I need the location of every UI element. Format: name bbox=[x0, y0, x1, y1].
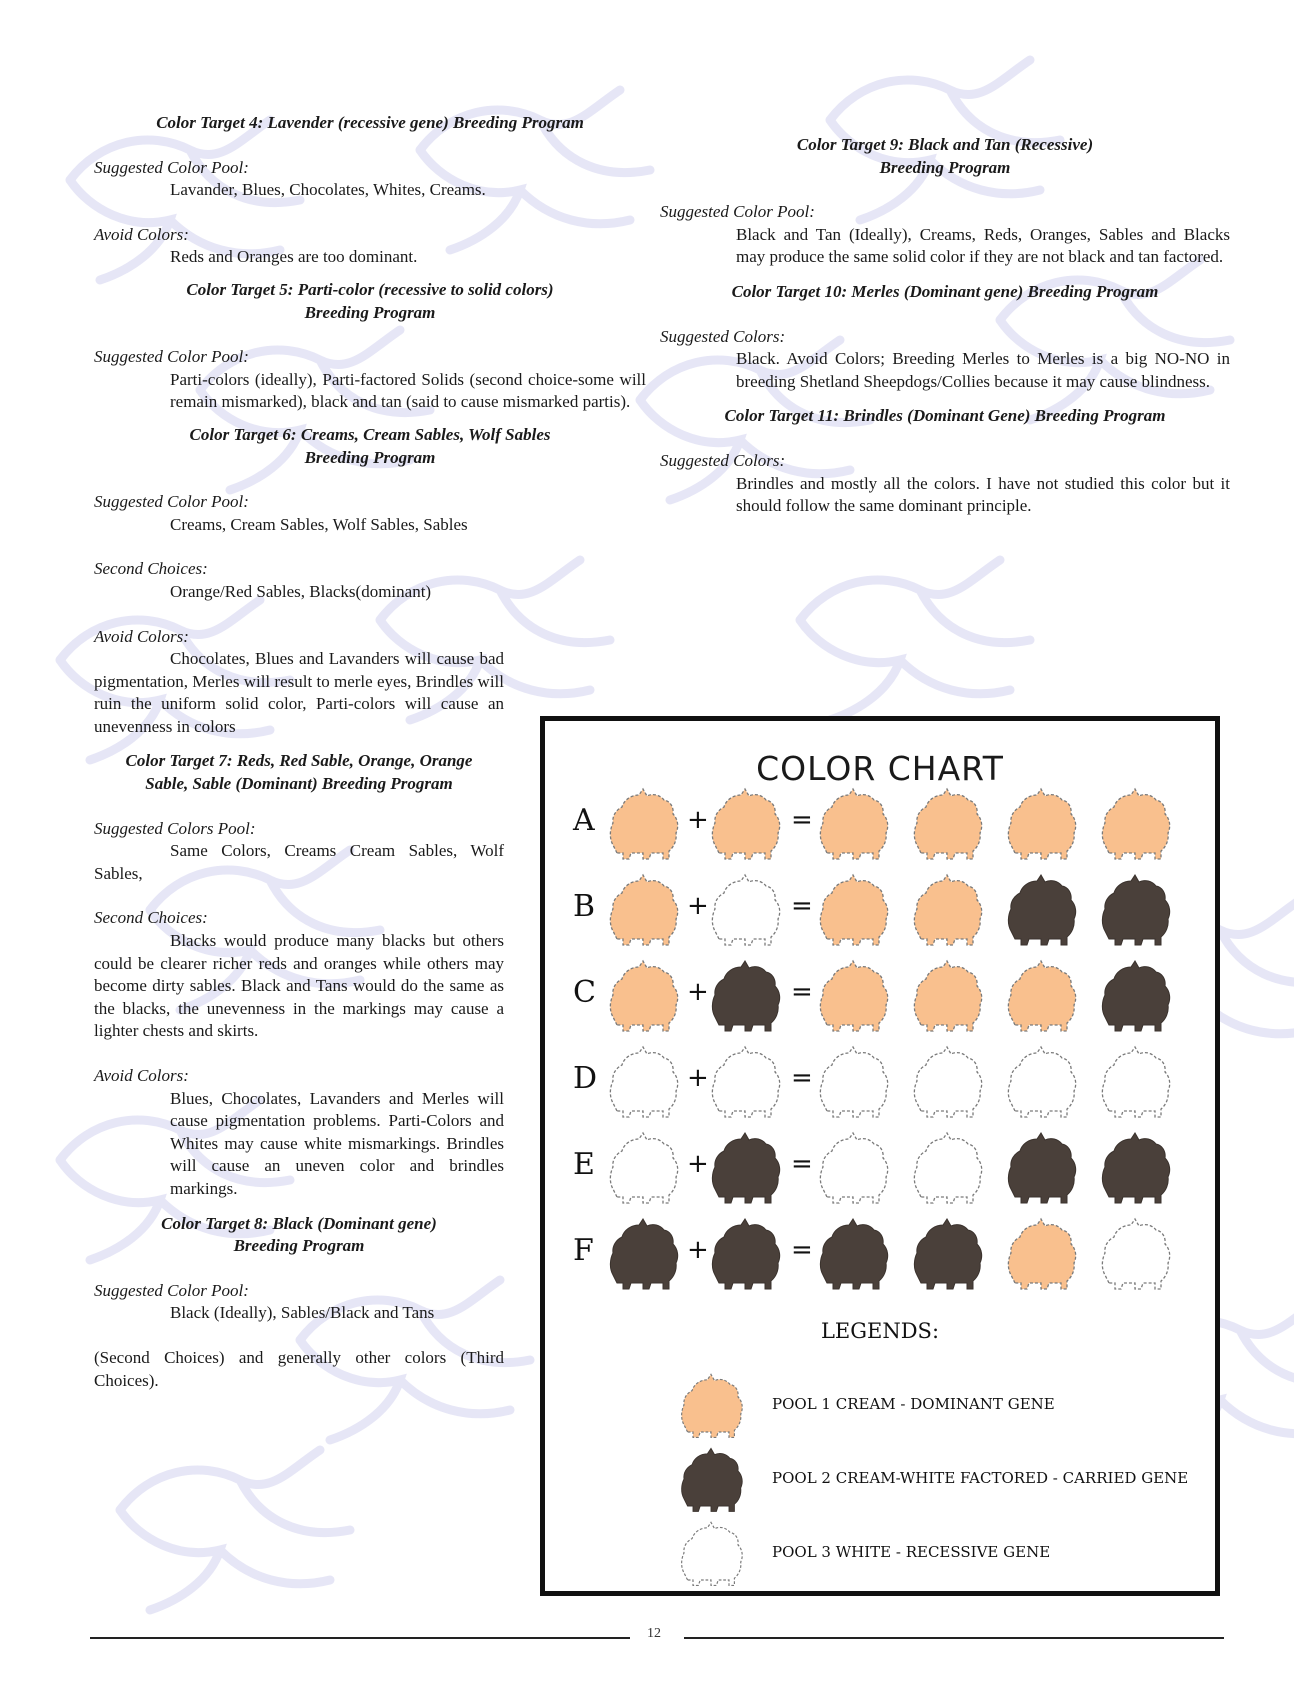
pomeranian-dark-icon bbox=[705, 1127, 785, 1207]
plus-sign: + bbox=[687, 1063, 709, 1093]
target4-avoid-label: Avoid Colors: bbox=[94, 224, 189, 244]
target5-title-line1: Color Target 5: Parti-color (recessive to solid colors) bbox=[186, 279, 554, 299]
pomeranian-cream-icon bbox=[813, 869, 893, 949]
target10-title: Color Target 10: Merles (Dominant gene) Breeding Program bbox=[731, 281, 1159, 301]
pomeranian-white-icon bbox=[1001, 1041, 1081, 1121]
left-column-top bbox=[94, 112, 646, 604]
target6-second: Orange/Red Sables, Blacks(dominant) bbox=[170, 581, 432, 601]
row-letter-a: A bbox=[573, 803, 595, 838]
target5-pool: Parti-colors (ideally), Parti-factored Solids (second choice-some will remain mismarked), black and tan (said to cause mismarked partis). bbox=[170, 369, 646, 412]
target6-second-label: Second Choices: bbox=[94, 559, 208, 579]
pomeranian-white-icon bbox=[813, 1127, 893, 1207]
pomeranian-white-icon bbox=[603, 1127, 683, 1207]
pomeranian-dark-icon bbox=[907, 1213, 987, 1293]
pomeranian-cream-icon bbox=[813, 783, 893, 863]
pomeranian-cream-icon bbox=[813, 955, 893, 1035]
pomeranian-cream-icon bbox=[705, 783, 785, 863]
pomeranian-cream-icon bbox=[603, 869, 683, 949]
pomeranian-white-icon bbox=[675, 1517, 747, 1589]
row-letter-d: D bbox=[573, 1061, 598, 1096]
pomeranian-cream-icon bbox=[675, 1369, 747, 1441]
pomeranian-dark-icon bbox=[1095, 955, 1175, 1035]
pomeranian-cream-icon bbox=[907, 955, 987, 1035]
target7-title-line2: Sable, Sable (Dominant) Breeding Program bbox=[145, 774, 453, 794]
legend-text-1: POOL 1 CREAM - DOMINANT GENE bbox=[772, 1395, 1055, 1413]
row-letter-e: E bbox=[573, 1147, 595, 1182]
target7-title-line1: Color Target 7: Reds, Red Sable, Orange, Orange bbox=[125, 751, 473, 771]
pomeranian-dark-icon bbox=[1001, 1127, 1081, 1207]
pomeranian-cream-icon bbox=[1001, 1213, 1081, 1293]
target6-title-line2: Breeding Program bbox=[304, 447, 436, 467]
pomeranian-dark-icon bbox=[813, 1213, 893, 1293]
equals-sign: = bbox=[791, 1149, 813, 1179]
legends-title: LEGENDS: bbox=[820, 1319, 940, 1343]
pomeranian-cream-icon bbox=[907, 869, 987, 949]
target7-avoid-label: Avoid Colors: bbox=[94, 1066, 189, 1085]
footer-rule-left bbox=[90, 1637, 630, 1639]
target5-title-line2: Breeding Program bbox=[304, 302, 436, 322]
target7-avoid: Blues, Chocolates, Lavanders and Merles will cause pigmentation problems. Parti-Colors and Whites may cause white mismarkings. Brindles will cause an uneven color and brindles markings. bbox=[170, 1088, 504, 1198]
target8-title-line2: Breeding Program bbox=[233, 1236, 365, 1256]
target6-pool: Creams, Cream Sables, Wolf Sables, Sables bbox=[170, 514, 468, 534]
plus-sign: + bbox=[687, 1235, 709, 1265]
pomeranian-dark-icon bbox=[1001, 869, 1081, 949]
pomeranian-dark-icon bbox=[705, 955, 785, 1035]
right-column bbox=[660, 134, 1230, 540]
row-letter-f: F bbox=[573, 1233, 594, 1268]
row-letter-c: C bbox=[573, 975, 596, 1010]
pomeranian-cream-icon bbox=[603, 955, 683, 1035]
pomeranian-white-icon bbox=[705, 1041, 785, 1121]
target7-pool: Same Colors, Creams Cream Sables, Wolf Sables, bbox=[94, 841, 504, 883]
equals-sign: = bbox=[791, 805, 813, 835]
target10-text: Black. Avoid Colors; Breeding Merles to Merles is a big NO-NO in breeding Shetland Sheepdogs/Collies because it may cause blindness. bbox=[736, 349, 1230, 391]
target9-pool: Black and Tan (Ideally), Creams, Reds, Oranges, Sables and Blacks may produce the same solid color if they are not black and tan factored. bbox=[736, 224, 1230, 267]
target6-avoid-label: Avoid Colors: bbox=[94, 626, 189, 646]
page-number: 12 bbox=[647, 1626, 661, 1641]
target9-title-line1: Color Target 9: Black and Tan (Recessive) bbox=[796, 135, 1094, 154]
pomeranian-cream-icon bbox=[907, 783, 987, 863]
equals-sign: = bbox=[791, 977, 813, 1007]
target8-pool-label: Suggested Color Pool: bbox=[94, 1280, 249, 1300]
pomeranian-white-icon bbox=[1095, 1213, 1175, 1293]
target6-avoid: Chocolates, Blues and Lavanders will cause bad pigmentation, Merles will result to merle eyes, Brindles will ruin the uniform solid color, Parti-colors will cause an unevenness in colors bbox=[94, 649, 504, 736]
pomeranian-dark-icon bbox=[1095, 1127, 1175, 1207]
color-chart bbox=[540, 716, 1220, 1596]
legend-text-3: POOL 3 WHITE - RECESSIVE GENE bbox=[772, 1543, 1051, 1561]
target9-pool-label: Suggested Color Pool: bbox=[660, 202, 815, 222]
pomeranian-dark-icon bbox=[1095, 869, 1175, 949]
pomeranian-dark-icon bbox=[675, 1443, 747, 1515]
legend-text-2: POOL 2 CREAM-WHITE FACTORED - CARRIED GENE bbox=[772, 1469, 1189, 1487]
target6-title-line1: Color Target 6: Creams, Cream Sables, Wolf Sables bbox=[189, 424, 551, 444]
row-letter-b: B bbox=[573, 889, 596, 924]
pomeranian-cream-icon bbox=[1001, 783, 1081, 863]
pomeranian-white-icon bbox=[813, 1041, 893, 1121]
plus-sign: + bbox=[687, 977, 709, 1007]
equals-sign: = bbox=[791, 1235, 813, 1265]
target8-after: (Second Choices) and generally other colors (Third Choices). bbox=[94, 1347, 504, 1390]
target8-pool: Black (Ideally), Sables/Black and Tans bbox=[170, 1303, 435, 1323]
pomeranian-cream-icon bbox=[1001, 955, 1081, 1035]
pomeranian-cream-icon bbox=[1095, 783, 1175, 863]
target8-title-line1: Color Target 8: Black (Dominant gene) bbox=[161, 1213, 437, 1233]
color-chart-title: COLOR CHART bbox=[756, 749, 1004, 788]
plus-sign: + bbox=[687, 891, 709, 921]
target11-title: Color Target 11: Brindles (Dominant Gene) Breeding Program bbox=[724, 406, 1166, 426]
target5-pool-label: Suggested Color Pool: bbox=[94, 347, 249, 367]
target4-pool-label: Suggested Color Pool: bbox=[94, 157, 249, 177]
left-column bbox=[94, 112, 646, 1414]
pomeranian-white-icon bbox=[1095, 1041, 1175, 1121]
target7-second: Blacks would produce many blacks but others could be clearer richer reds and oranges while others may become dirty sables. Black and Tans would do the same as the blacks, the unevenness in the markings may cause a lighter chests and skirts. bbox=[94, 931, 504, 1041]
pomeranian-white-icon bbox=[907, 1127, 987, 1207]
target7-second-label: Second Choices: bbox=[94, 908, 208, 928]
target7-pool-label: Suggested Colors Pool: bbox=[94, 818, 256, 838]
pomeranian-white-icon bbox=[705, 869, 785, 949]
target4-title: Color Target 4: Lavender (recessive gene) Breeding Program bbox=[156, 113, 584, 132]
footer-rule-right bbox=[684, 1637, 1224, 1639]
pomeranian-cream-icon bbox=[603, 783, 683, 863]
target4-pool: Lavander, Blues, Chocolates, Whites, Creams. bbox=[170, 180, 486, 200]
equals-sign: = bbox=[791, 1063, 813, 1093]
target6-pool-label: Suggested Color Pool: bbox=[94, 492, 249, 512]
pomeranian-dark-icon bbox=[705, 1213, 785, 1293]
plus-sign: + bbox=[687, 805, 709, 835]
target10-label: Suggested Colors: bbox=[660, 326, 786, 346]
pomeranian-white-icon bbox=[603, 1041, 683, 1121]
target11-label: Suggested Colors: bbox=[660, 450, 786, 470]
target9-title-line2: Breeding Program bbox=[879, 157, 1011, 177]
target11-text: Brindles and mostly all the colors. I have not studied this color but it should follow the same dominant principle. bbox=[736, 473, 1230, 516]
pomeranian-white-icon bbox=[907, 1041, 987, 1121]
equals-sign: = bbox=[791, 891, 813, 921]
plus-sign: + bbox=[687, 1149, 709, 1179]
pomeranian-dark-icon bbox=[603, 1213, 683, 1293]
target4-avoid: Reds and Oranges are too dominant. bbox=[170, 247, 418, 267]
